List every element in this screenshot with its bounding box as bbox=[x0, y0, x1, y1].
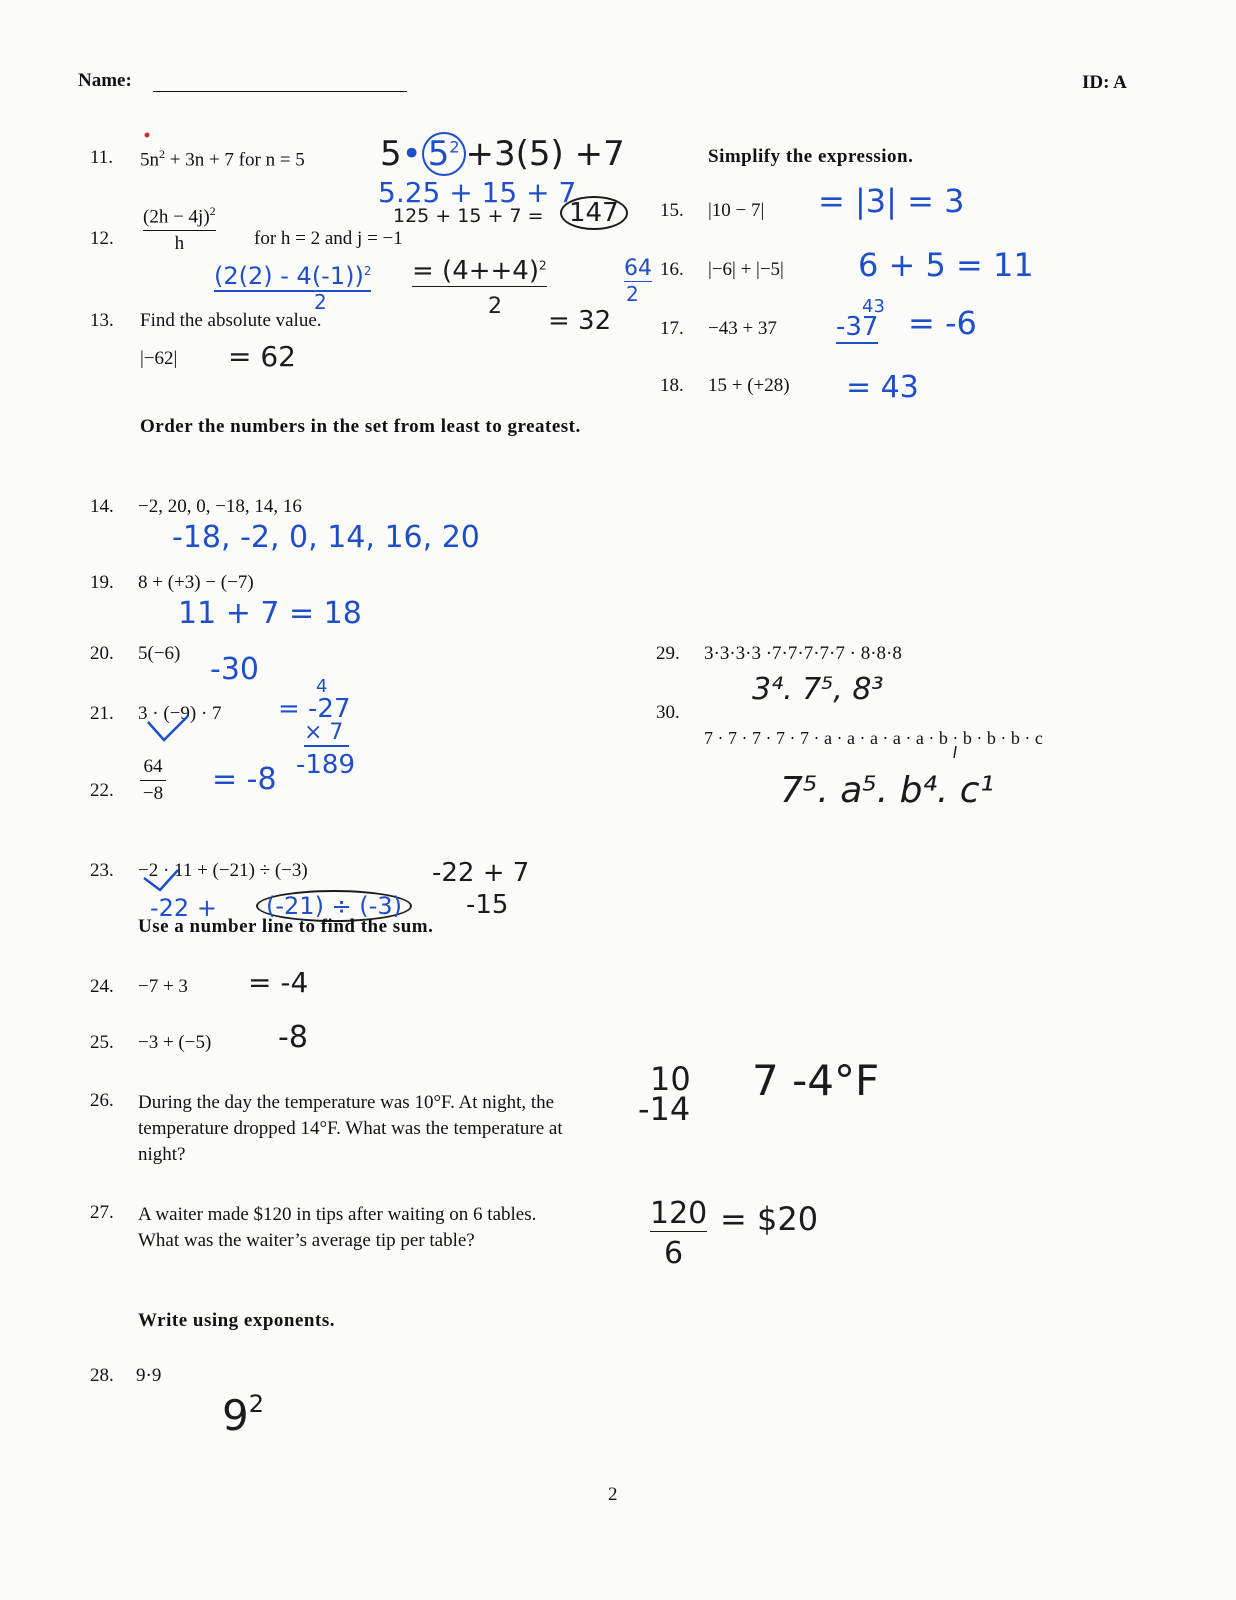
q26-answer: 7 -4°F bbox=[752, 1056, 880, 1105]
q29-answer: 3⁴. 7⁵, 8³ bbox=[752, 672, 884, 707]
q27-number: 27. bbox=[90, 1202, 114, 1223]
exponents-heading: Write using exponents. bbox=[138, 1310, 335, 1331]
q18-text: 15 + (+28) bbox=[708, 375, 790, 396]
q12-work-64: 64 bbox=[624, 256, 652, 281]
q23-answer: -15 bbox=[466, 890, 509, 920]
q17-work-top: 43 bbox=[862, 296, 885, 317]
q24-answer: = -4 bbox=[248, 966, 309, 999]
q17-answer: = -6 bbox=[908, 304, 977, 342]
q11-text: $5n^2 + 3n + 7$ for n = 5 bbox=[140, 147, 305, 171]
q25-answer: -8 bbox=[278, 1020, 308, 1055]
q19-number: 19. bbox=[90, 572, 114, 593]
q25-text: −3 + (−5) bbox=[138, 1032, 212, 1053]
q20-text: 5(−6) bbox=[138, 643, 181, 664]
q12-work-denominator: 2 bbox=[314, 290, 327, 314]
q21-work-line1: = -27 bbox=[278, 694, 351, 724]
q27-work-denominator: 6 bbox=[664, 1236, 684, 1271]
q21-carry: 4 bbox=[316, 676, 328, 697]
q13-text: Find the absolute value. bbox=[140, 310, 322, 331]
q13-answer: = 62 bbox=[228, 340, 296, 373]
q19-answer: 11 + 7 = 18 bbox=[178, 596, 362, 631]
name-label: Name: bbox=[78, 70, 132, 91]
q17-number: 17. bbox=[660, 318, 684, 339]
q12-work-denominator2: 2 bbox=[488, 294, 502, 319]
pencil-tick-mark bbox=[954, 746, 956, 758]
q15-text: |10 − 7| bbox=[708, 200, 765, 221]
q28-number: 28. bbox=[90, 1365, 114, 1386]
checkmark-icon bbox=[148, 716, 188, 740]
q15-number: 15. bbox=[660, 200, 684, 221]
q22-number: 22. bbox=[90, 780, 114, 801]
q21-text: 3 · (−9) · 7 bbox=[138, 703, 222, 724]
q12-condition: for h = 2 and j = −1 bbox=[254, 228, 403, 249]
q30-text: 7 · 7 · 7 · 7 · 7 · a · a · a · a · a · b · b · b · b · c bbox=[704, 728, 1043, 748]
q26-number: 26. bbox=[90, 1090, 114, 1111]
q12-work-step2: = $(4++4)^2$ bbox=[412, 256, 547, 286]
q26-work-b: -14 bbox=[638, 1090, 691, 1128]
q22-fraction: $\frac{64}{-8}$ bbox=[140, 756, 166, 805]
q21-answer: -189 bbox=[296, 750, 356, 780]
q17-work-bottom: -37 bbox=[836, 312, 879, 342]
q23-number: 23. bbox=[90, 860, 114, 881]
q17-text: −43 + 37 bbox=[708, 318, 777, 339]
q12-work-numerator: (2(2) - 4(-1))$^2$ bbox=[214, 262, 372, 290]
q19-text: 8 + (+3) − (−7) bbox=[138, 572, 254, 593]
q25-number: 25. bbox=[90, 1032, 114, 1053]
q16-number: 16. bbox=[660, 259, 684, 280]
q14-text: −2, 20, 0, −18, 14, 16 bbox=[138, 496, 302, 517]
q28-answer: $9^2$ bbox=[222, 1390, 265, 1440]
q16-answer: 6 + 5 = 11 bbox=[858, 246, 1034, 284]
q23-work-b: -22 + 7 bbox=[432, 858, 530, 888]
q18-answer: = 43 bbox=[846, 370, 919, 405]
q28-text: 9·9 bbox=[136, 1365, 162, 1386]
q14-number: 14. bbox=[90, 496, 114, 517]
q11-number: 11. bbox=[90, 147, 114, 168]
q21-number: 21. bbox=[90, 703, 114, 724]
page-number: 2 bbox=[608, 1484, 618, 1505]
q29-number: 29. bbox=[656, 643, 680, 664]
q12-number: 12. bbox=[90, 228, 114, 249]
q24-number: 24. bbox=[90, 976, 114, 997]
q29-text: 3·3·3·3 ·7·7·7·7·7 · 8·8·8 bbox=[704, 643, 902, 664]
q11-work-line1: 5• $5^2 +3(5) +7$ bbox=[380, 134, 625, 174]
q15-answer: = |3| = 3 bbox=[818, 182, 965, 220]
q30-number: 30. bbox=[656, 702, 680, 723]
q13-expression: |−62| bbox=[140, 348, 178, 369]
q21-work-line2: × 7 bbox=[304, 720, 349, 747]
q11-work-line2: 5.25 + 15 + 7 bbox=[378, 176, 577, 209]
q14-answer: -18, -2, 0, 14, 16, 20 bbox=[172, 520, 480, 555]
q24-text: −7 + 3 bbox=[138, 976, 188, 997]
simplify-heading: Simplify the expression. bbox=[708, 146, 914, 167]
q27-answer: = $20 bbox=[720, 1200, 819, 1238]
q27-text: A waiter made $120 in tips after waiting on 6 tables. What was the waiter’s average tip per table? bbox=[138, 1204, 537, 1251]
q23-work-a: -22 + bbox=[150, 894, 217, 922]
q26-text: During the day the temperature was 10°F. At night, the temperature dropped 14°F. What was the temperature at night? bbox=[138, 1092, 563, 1165]
q23-text: −2 · 11 + (−21) ÷ (−3) bbox=[138, 860, 308, 881]
q12-work-64-denom: 2 bbox=[626, 282, 639, 306]
q11-work-line3: 125 + 15 + 7 = bbox=[393, 205, 544, 227]
numberline-heading: Use a number line to find the sum. bbox=[138, 916, 434, 937]
q23-work-circled: (-21) ÷ (-3) bbox=[256, 890, 412, 922]
q22-answer: = -8 bbox=[212, 762, 277, 797]
q16-text: |−6| + |−5| bbox=[708, 259, 784, 280]
q11-answer-circled: 147 bbox=[560, 196, 628, 230]
q12-answer: = 32 bbox=[548, 306, 612, 336]
id-label: ID: A bbox=[1082, 72, 1127, 93]
q18-number: 18. bbox=[660, 375, 684, 396]
q13-number: 13. bbox=[90, 310, 114, 331]
q20-number: 20. bbox=[90, 643, 114, 664]
order-heading: Order the numbers in the set from least to greatest. bbox=[140, 416, 581, 437]
q12-fraction: $\frac{(2h - 4j)^2}{h}$ bbox=[143, 204, 216, 255]
q30-answer: 7⁵. a⁵. b⁴. c¹ bbox=[780, 770, 994, 811]
q26-work-a: 10 bbox=[650, 1060, 691, 1098]
checkmark-icon bbox=[144, 870, 178, 890]
q20-answer: -30 bbox=[210, 652, 259, 687]
red-dot-mark bbox=[145, 133, 150, 138]
q27-work-numerator: 120 bbox=[650, 1196, 708, 1231]
